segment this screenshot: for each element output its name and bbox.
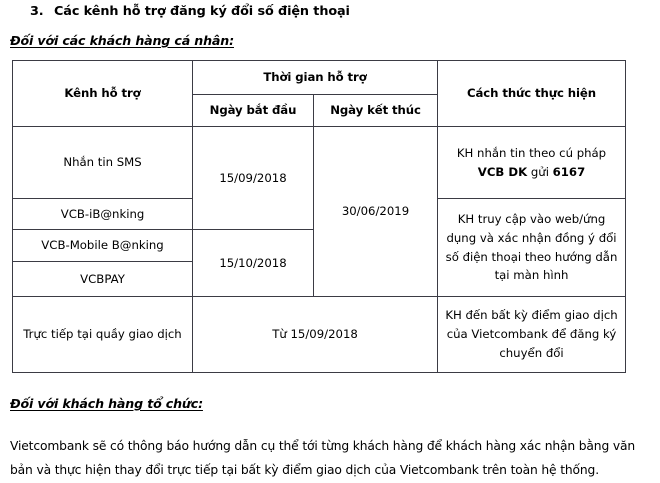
closing-paragraph: Vietcombank sẽ có thông báo hướng dẫn cụ thể tới từng khách hàng để khách hàng xác nhận bằng văn bản và thực hiện thay đổi trực tiếp tại bất kỳ điểm giao dịch của Vietcombank trên toàn hệ thống.	[10, 439, 636, 477]
cell-method-digital: KH truy cập vào web/ứng dụng và xác nhận đồng ý đổi số điện thoại theo hướng dẫn tại màn hình	[438, 199, 626, 297]
page-title: Các kênh hỗ trợ đăng ký đổi số điện thoại	[54, 4, 350, 19]
header-end-date: Ngày kết thúc	[314, 95, 438, 127]
cell-start-date-group-2: 15/10/2018	[193, 230, 314, 297]
method-sms-middle: gửi	[527, 164, 553, 179]
cell-channel-counter: Trực tiếp tại quầy giao dịch	[13, 297, 193, 373]
header-start-date: Ngày bắt đầu	[193, 95, 314, 127]
method-sms-syntax: VCB DK	[477, 164, 528, 179]
cell-channel-ibanking: VCB-iB@nking	[13, 199, 193, 230]
cell-channel-vcbpay: VCBPAY	[13, 262, 193, 297]
header-method: Cách thức thực hiện	[438, 61, 626, 127]
table-row	[13, 127, 626, 199]
cell-end-date-all: 30/06/2019	[314, 127, 438, 297]
table-header-row-1	[13, 61, 626, 95]
cell-channel-mobile-banking: VCB-Mobile B@nking	[13, 230, 193, 262]
method-sms-prefix: KH nhắn tin theo cú pháp	[456, 145, 607, 160]
section-number: 3.	[30, 4, 44, 19]
cell-channel-sms: Nhắn tin SMS	[13, 127, 193, 199]
table-body	[13, 127, 626, 373]
header-channel: Kênh hỗ trợ	[13, 61, 193, 127]
subheading-corporate-customers: Đối với khách hàng tổ chức:	[10, 396, 203, 411]
support-channels-table	[12, 60, 626, 373]
header-support-time: Thời gian hỗ trợ	[193, 61, 438, 95]
table-row	[13, 297, 626, 373]
cell-date-counter: Từ 15/09/2018	[193, 297, 438, 373]
subheading-personal-customers: Đối với các khách hàng cá nhân:	[10, 33, 234, 48]
section-heading	[12, 4, 652, 19]
cell-method-sms	[438, 127, 626, 199]
cell-start-date-group-1: 15/09/2018	[193, 127, 314, 230]
table-header	[13, 61, 626, 127]
cell-method-counter: KH đến bất kỳ điểm giao dịch của Vietcombank để đăng ký chuyển đổi	[438, 297, 626, 373]
method-sms-shortcode: 6167	[552, 164, 586, 179]
